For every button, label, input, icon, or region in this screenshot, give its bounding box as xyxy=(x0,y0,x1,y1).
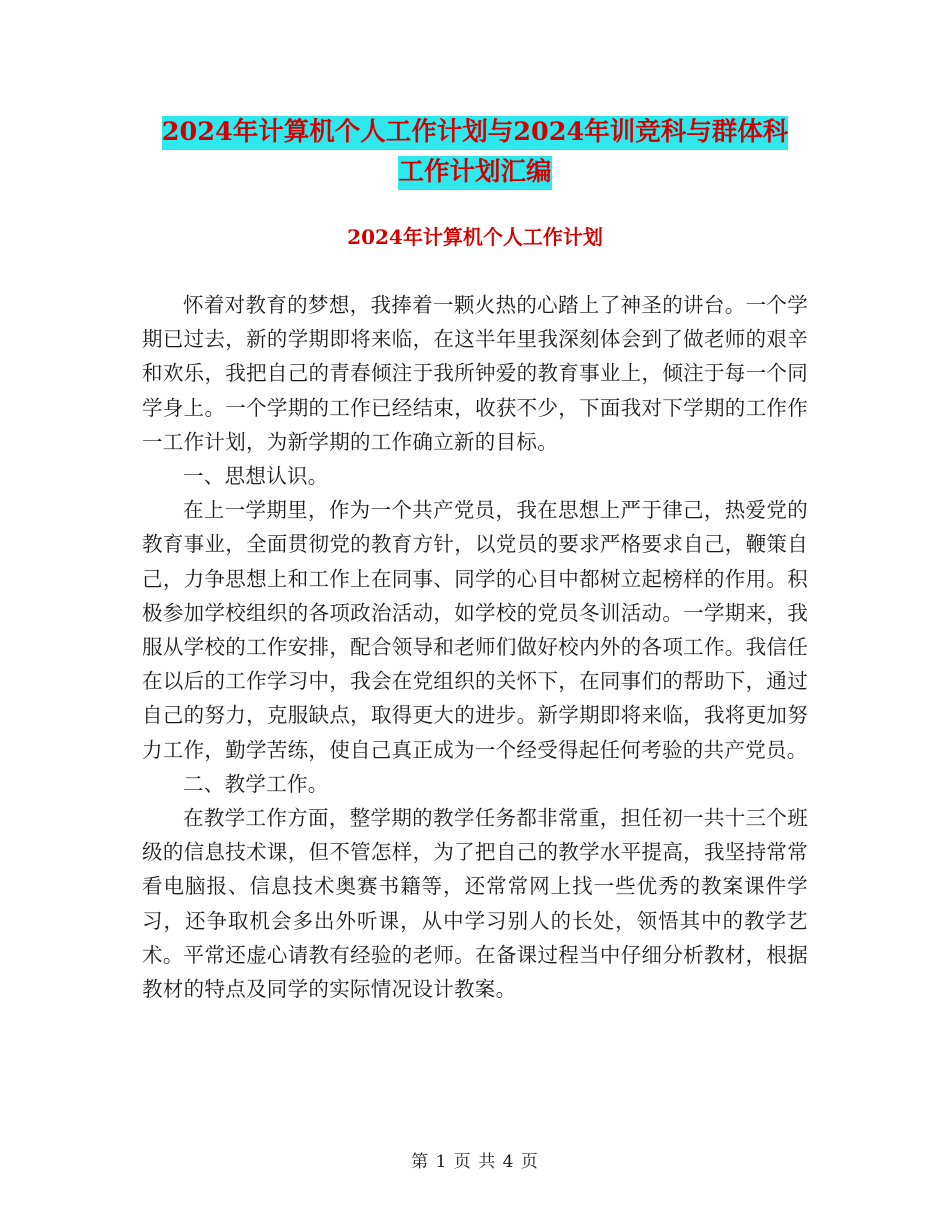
section-title: 2024年计算机个人工作计划 xyxy=(347,225,603,249)
heading-thought: 一、思想认识。 xyxy=(183,464,329,489)
document-title-line-2: 工作计划汇编 xyxy=(398,156,551,190)
document-title xyxy=(0,112,950,192)
page-footer: 第 1 页 共 4 页 xyxy=(411,1152,539,1172)
paragraph-teaching: 在教学工作方面，整学期的教学任务都非常重，担任初一共十三个班级的信息技术课，但不管怎样，为了把自己的教学水平提高，我坚持常常看电脑报、信息技术奥赛书籍等，还常常网上找一些优秀的教案课件学习，还争取机会多出外听课，从中学习别人的长处，领悟其中的教学艺术。平常还虚心请教有经验的老师。在备课过程当中仔细分析教材，根据教材的特点及同学的实际情况设计教案。 xyxy=(142,806,808,1002)
document-body xyxy=(142,288,808,1006)
document-title-line-1: 2024年计算机个人工作计划与2024年训竞科与群体科 xyxy=(162,116,788,150)
paragraph-thought: 在上一学期里，作为一个共产党员，我在思想上严于律己，热爱党的教育事业，全面贯彻党的教育方针，以党员的要求严格要求自己，鞭策自己，力争思想上和工作上在同事、同学的心目中都树立起榜样的作用。积极参加学校组织的各项政治活动，如学校的党员冬训活动。一学期来，我服从学校的工作安排，配合领导和老师们做好校内外的各项工作。我信任在以后的工作学习中，我会在党组织的关怀下，在同事们的帮助下，通过自己的努力，克服缺点，取得更大的进步。新学期即将来临，我将更加努力工作，勤学苦练，使自己真正成为一个经受得起任何考验的共产党员。 xyxy=(142,498,808,762)
paragraph-intro: 怀着对教育的梦想，我捧着一颗火热的心踏上了神圣的讲台。一个学期已过去，新的学期即将来临，在这半年里我深刻体会到了做老师的艰辛和欢乐，我把自己的青春倾注于我所钟爱的教育事业上，倾注于每一个同学身上。一个学期的工作已经结束，收获不少，下面我对下学期的工作作一工作计划，为新学期的工作确立新的目标。 xyxy=(142,293,808,454)
heading-teaching: 二、教学工作。 xyxy=(183,771,329,796)
